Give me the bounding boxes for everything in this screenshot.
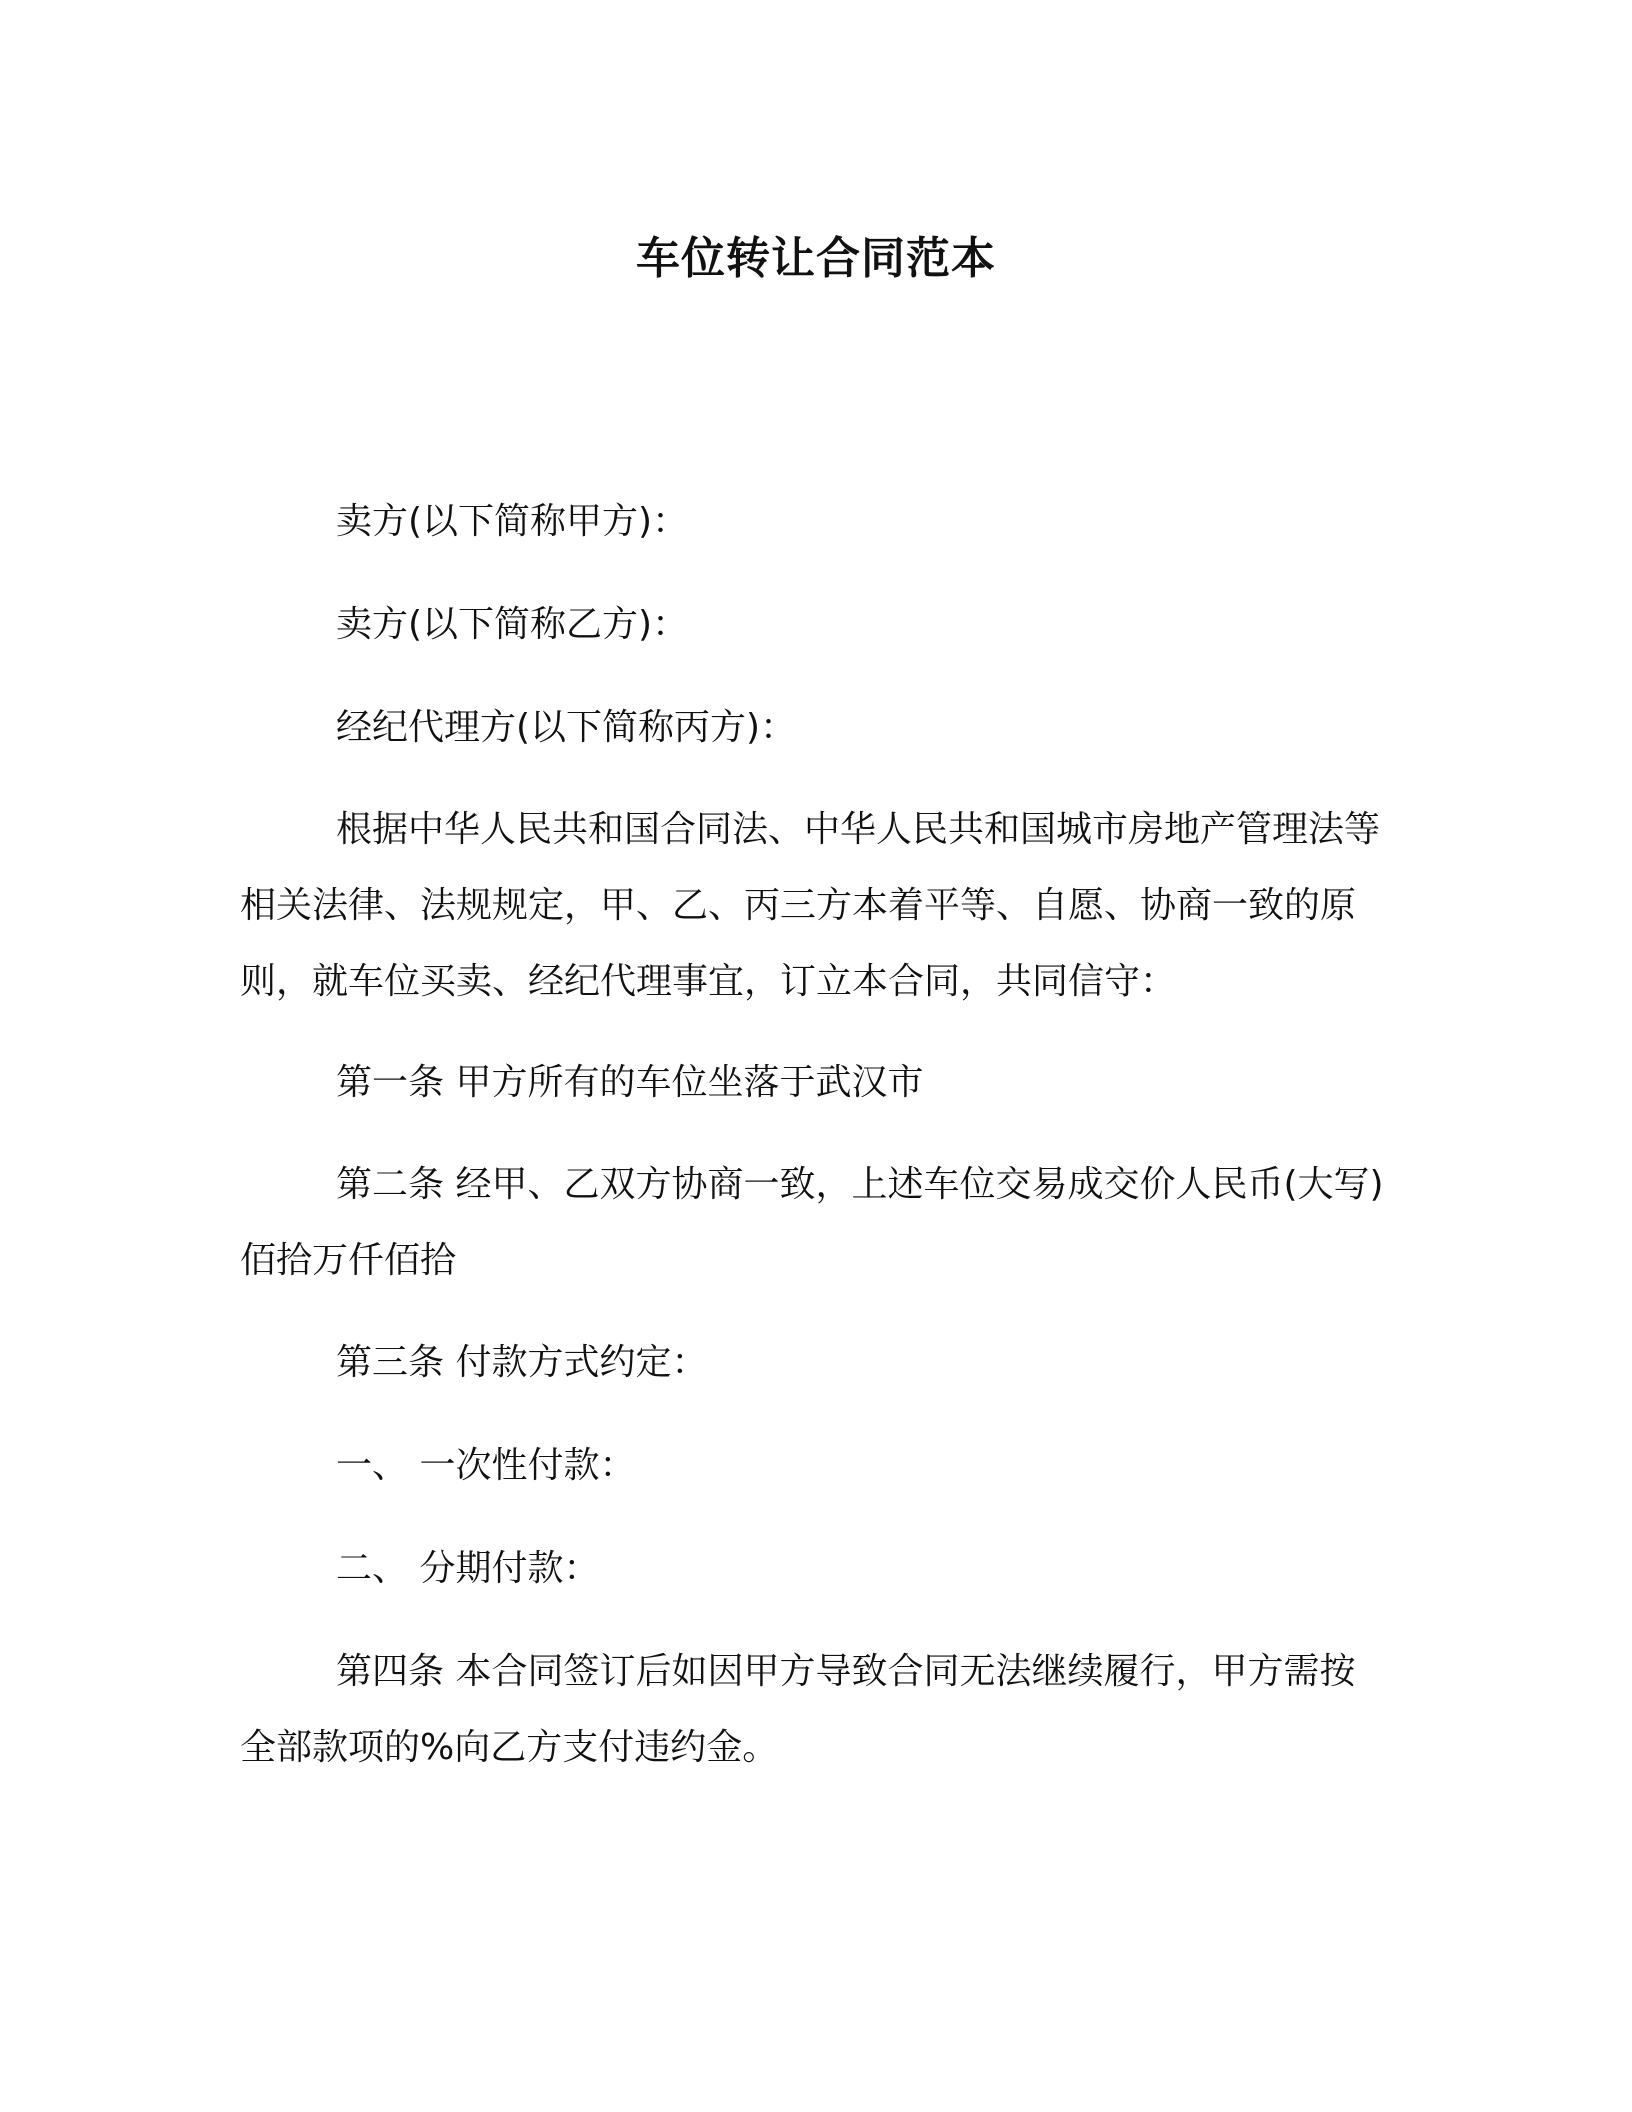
payment-option-2: 二、 分期付款：	[336, 1548, 600, 1589]
article-3: 第三条 付款方式约定：	[336, 1342, 708, 1383]
article-1: 第一条 甲方所有的车位坐落于武汉市	[336, 1062, 924, 1103]
document-title: 车位转让合同范本	[636, 233, 996, 284]
preamble-paragraph: 根据中华人民共和国合同法、中华人民共和国城市房地产管理法等相关法律、法规规定，甲、乙、丙三方本着平等、自愿、协商一致的原则，就车位买卖、经纪代理事宜，订立本合同，共同信守：	[240, 809, 1381, 1002]
party-c-line: 经纪代理方(以下简称丙方)：	[336, 707, 797, 748]
party-a-line: 卖方(以下简称甲方)：	[336, 501, 689, 542]
article-4: 第四条 本合同签订后如因甲方导致合同无法继续履行，甲方需按全部款项的%向乙方支付违约金。	[240, 1651, 1356, 1768]
article-2: 第二条 经甲、乙双方协商一致，上述车位交易成交价人民币(大写)佰拾万仟佰拾	[240, 1164, 1384, 1281]
party-b-line: 卖方(以下简称乙方)：	[336, 604, 689, 645]
payment-option-1: 一、 一次性付款：	[336, 1445, 636, 1486]
